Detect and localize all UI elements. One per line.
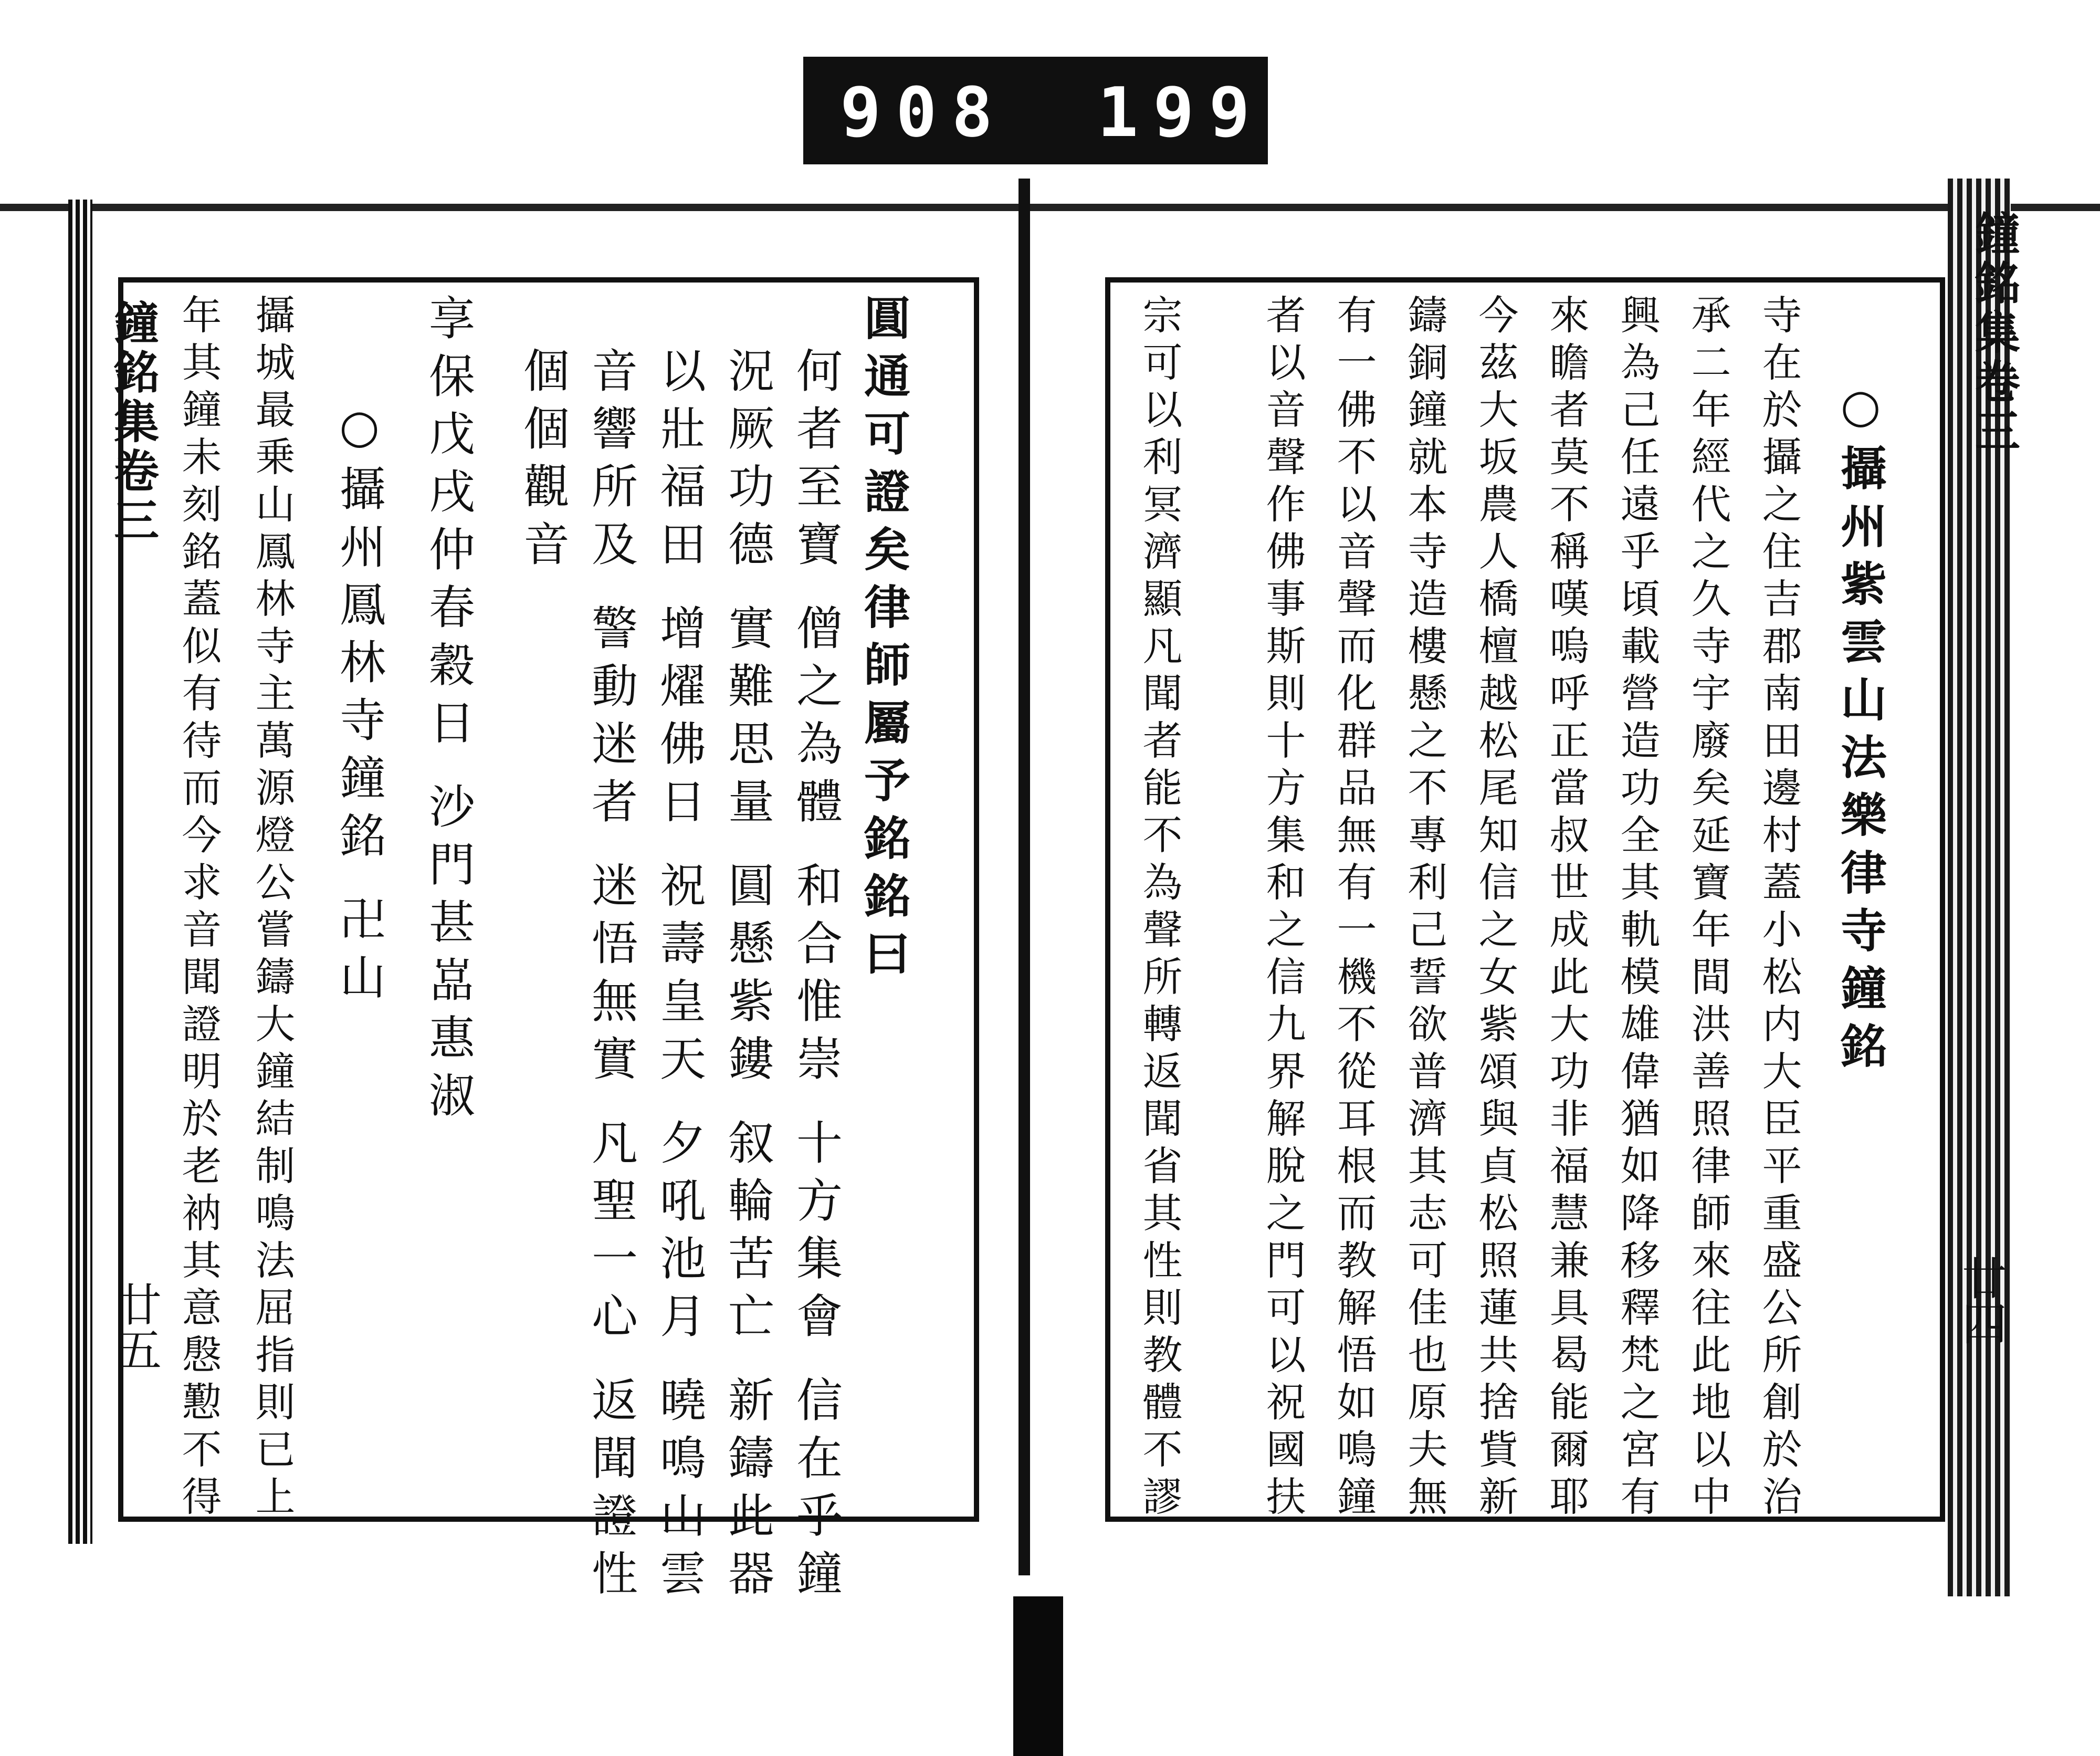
text-column: 況厥功德 實難思量 圓懸紫鏤 叙輪苦亡 新鑄此器 [721, 347, 775, 1607]
text-column: 寺在於攝之住吉郡南田邊村蓋小松内大臣平重盛公所創於治 [1756, 294, 1802, 1523]
text-column: 宗可以利冥濟顯凡聞者能不為聲所轉返聞省其性則教體不謬 [1136, 294, 1183, 1523]
spine-shadow [1013, 1596, 1063, 1756]
article-title: ○攝州紫雲山法樂律寺鐘銘 [1833, 378, 1888, 1080]
book-spine [1018, 179, 1030, 1575]
catalog-number-left: 908 [840, 72, 1007, 152]
text-column: 今茲大坂農人橋檀越松尾知信之女紫頌與貞松照蓮共捨貲新 [1472, 294, 1519, 1523]
text-column: 承二年經代之久寺宇廢矣延寶年間洪善照律師來往此地以中 [1685, 294, 1731, 1523]
book-top-edge [0, 204, 2100, 211]
text-column: 享保戊戌仲春穀日 沙門甚嵓惠淑 [422, 294, 476, 1129]
left-page-number: 廿五 [109, 1281, 161, 1372]
text-column: 有一佛不以音聲而化群品無有一機不從耳根而教解悟如鳴鐘 [1330, 294, 1377, 1523]
text-column: 個個觀音 [516, 347, 570, 578]
text-column: 興為己任遠乎頃載營造功全其軌模雄偉猶如降移釋梵之宮有 [1614, 294, 1661, 1523]
book-left-page-edges [68, 200, 92, 1544]
catalog-number-right: 199 [1097, 72, 1265, 152]
text-column: 者以音聲作佛事斯則十方集和之信九界解脫之門可以祝國扶 [1259, 294, 1306, 1523]
left-margin-title: 鐘銘集卷三 [106, 299, 159, 546]
catalog-number-plate [803, 57, 1268, 164]
text-column: 來瞻者莫不稱嘆嗚呼正當叔世成此大功非福慧兼具曷能爾耶 [1543, 294, 1590, 1523]
right-page-frame [1105, 277, 1945, 1522]
text-column: 何者至寶 僧之為體 和合惟崇 十方集會 信在乎鐘 [789, 347, 843, 1607]
text-column: 鑄銅鐘就本寺造樓懸之不專利己誓欲普濟其志可佳也原夫無 [1401, 294, 1448, 1523]
text-column: 攝城最乗山鳳林寺主萬源燈公嘗鑄大鐘結制鳴法屈指則已上 [249, 294, 296, 1523]
text-column: 音響所及 警動迷者 迷悟無實 凡聖一心 返聞證性 [584, 347, 638, 1607]
text-column: ○攝州鳳林寺鐘銘 卍山 [332, 399, 386, 1011]
right-page-number: 廿四 [1954, 1255, 2007, 1345]
text-column: 年其鐘未刻銘蓋似有待而今求音聞證明於老衲其意慇懃不得 [175, 294, 222, 1523]
right-margin-title: 鐘銘集卷三 [1967, 210, 2020, 457]
text-column: 以壯福田 增燿佛日 祝壽皇天 夕吼池月 曉鳴山雲 [653, 347, 707, 1607]
text-column: 圓通可證矣律師屬予銘銘曰 [857, 294, 911, 987]
